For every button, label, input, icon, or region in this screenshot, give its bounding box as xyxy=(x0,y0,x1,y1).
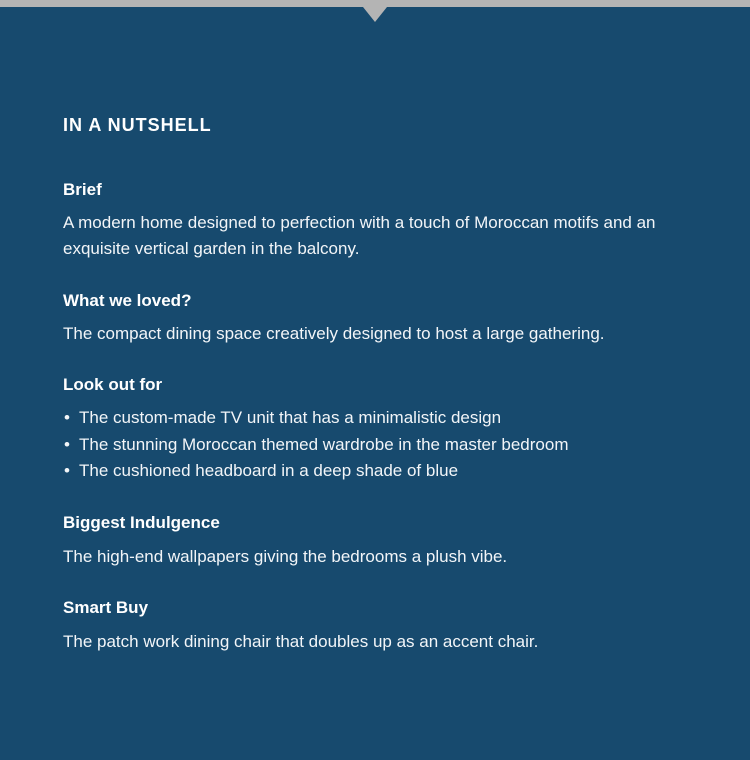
loved-section xyxy=(63,290,723,347)
panel-title: IN A NUTSHELL xyxy=(63,115,212,135)
bullet-dot: • xyxy=(64,408,70,427)
bullet-dot: • xyxy=(64,461,70,480)
smartbuy-text: The patch work dining chair that doubles up as an accent chair. xyxy=(63,631,539,651)
brief-text: A modern home designed to perfection with a touch of Moroccan motifs and an exquisite vertical garden in the balcony. xyxy=(63,213,656,258)
top-divider-bar xyxy=(0,0,750,7)
list-item xyxy=(63,405,723,432)
lookout-list xyxy=(63,405,723,485)
brief-heading: Brief xyxy=(63,180,102,199)
indulgence-heading: Biggest Indulgence xyxy=(63,512,220,532)
list-item xyxy=(63,458,723,485)
list-item xyxy=(63,432,723,459)
brief-section xyxy=(63,179,723,262)
bullet-dot: • xyxy=(64,434,70,454)
indulgence-section xyxy=(63,512,723,570)
list-item-text: The custom-made TV unit that has a minimalistic design xyxy=(79,408,502,427)
lookout-heading: Look out for xyxy=(63,375,163,394)
lookout-section xyxy=(63,374,723,485)
smartbuy-section xyxy=(63,597,723,655)
smartbuy-heading: Smart Buy xyxy=(63,597,149,617)
loved-text: The compact dining space creatively designed to host a large gathering. xyxy=(63,324,605,343)
loved-heading: What we loved? xyxy=(63,291,192,310)
nutshell-panel xyxy=(63,113,723,655)
list-item-text: The stunning Moroccan themed wardrobe in the master bedroom xyxy=(79,434,569,454)
list-item-text: The cushioned headboard in a deep shade of blue xyxy=(79,461,459,480)
indulgence-text: The high-end wallpapers giving the bedrooms a plush vibe. xyxy=(63,546,508,566)
pointer-notch xyxy=(363,7,387,22)
